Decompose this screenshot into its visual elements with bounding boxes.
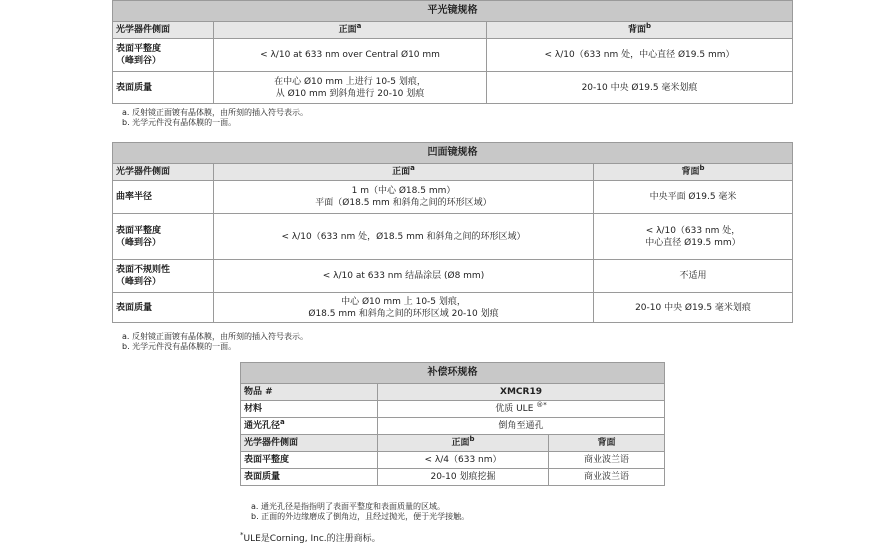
compensation-ring-spec-table (240, 362, 665, 486)
concave-header-side: 光学器件侧面 (113, 164, 214, 181)
flat-note-b: b. 光学元件没有晶体膜的一面。 (122, 118, 237, 127)
concave-row-quality-front: 中心 Ø10 mm 上 10-5 划痕， Ø18.5 mm 和斜角之间的环形区域 20-10 划痕 (214, 293, 594, 323)
concave-mirror-spec-table (112, 142, 793, 323)
flat-row-flatness-label: 表面平整度 （峰到谷） (113, 39, 214, 72)
trademark-footnote: *ULE是Corning, Inc.的注册商标。 (240, 531, 381, 544)
ring-aperture-label: 通光孔径$^a$ (241, 418, 378, 435)
concave-table-notes (122, 332, 308, 352)
ring-row-quality-label: 表面质量 (241, 469, 378, 486)
flat-header-back: 背面$^b$ (487, 22, 793, 39)
flat-row-quality-back: 20-10 中央 Ø19.5 毫米划痕 (487, 72, 793, 104)
concave-row-flatness-label: 表面平整度 （峰到谷） (113, 214, 214, 260)
concave-row-radius-label: 曲率半径 (113, 181, 214, 214)
ring-row-quality-back: 商业波兰语 (549, 469, 665, 486)
flat-row-quality-front: 在中心 Ø10 mm 上进行 10-5 划痕， 从 Ø10 mm 到斜角进行 20-10 划痕 (214, 72, 487, 104)
flat-row-quality-label: 表面质量 (113, 72, 214, 104)
flat-table-notes (122, 108, 308, 128)
ring-header-side: 光学器件侧面 (241, 435, 378, 452)
concave-row-flatness-front: < λ/10（633 nm 处，Ø18.5 mm 和斜角之间的环形区域） (214, 214, 594, 260)
flat-row-flatness-back: < λ/10（633 nm 处，中心直径 Ø19.5 mm） (487, 39, 793, 72)
concave-table-title: 凹面镜规格 (113, 143, 793, 164)
ring-row-quality-front: 20-10 划痕挖掘 (378, 469, 549, 486)
concave-row-radius-back: 中央平面 Ø19.5 毫米 (594, 181, 793, 214)
ring-row-flatness-front: < λ/4（633 nm） (378, 452, 549, 469)
ring-table-notes (251, 502, 469, 522)
flat-note-a: a. 反射镜正面镀有晶体膜，由所刻的插入符号表示。 (122, 108, 308, 117)
ring-item-label: 物品 # (241, 384, 378, 401)
ring-item-value: XMCR19 (378, 384, 665, 401)
concave-header-back: 背面$^b$ (594, 164, 793, 181)
flat-header-front: 正面$^a$ (214, 22, 487, 39)
ring-note-a: a. 通光孔径是指指明了表面平整度和表面质量的区域。 (251, 502, 445, 511)
ring-material-value: 优质 ULE ®* (378, 401, 665, 418)
ring-aperture-value: 倒角至通孔 (378, 418, 665, 435)
concave-note-b: b. 光学元件没有晶体膜的一面。 (122, 342, 237, 351)
ring-header-back: 背面 (549, 435, 665, 452)
ring-row-flatness-back: 商业波兰语 (549, 452, 665, 469)
concave-row-flatness-back: < λ/10（633 nm 处， 中心直径 Ø19.5 mm） (594, 214, 793, 260)
ring-row-flatness-label: 表面平整度 (241, 452, 378, 469)
concave-row-irregularity-back: 不适用 (594, 260, 793, 293)
ring-note-b: b. 正面的外边缘磨成了倒角边，且经过抛光，便于光学接触。 (251, 512, 470, 521)
concave-row-radius-front: 1 m（中心 Ø18.5 mm） 平面（Ø18.5 mm 和斜角之间的环形区域） (214, 181, 594, 214)
concave-row-irregularity-front: < λ/10 at 633 nm 结晶涂层 (Ø8 mm) (214, 260, 594, 293)
ring-header-front: 正面$^b$ (378, 435, 549, 452)
ring-material-label: 材料 (241, 401, 378, 418)
ring-table-title: 补偿环规格 (241, 363, 665, 384)
flat-mirror-spec-table (112, 0, 793, 104)
concave-row-irregularity-label: 表面不规则性 （峰到谷） (113, 260, 214, 293)
concave-note-a: a. 反射镜正面镀有晶体膜，由所刻的插入符号表示。 (122, 332, 308, 341)
flat-row-flatness-front: < λ/10 at 633 nm over Central Ø10 mm (214, 39, 487, 72)
concave-row-quality-label: 表面质量 (113, 293, 214, 323)
flat-table-title: 平光镜规格 (113, 1, 793, 22)
concave-header-front: 正面$^a$ (214, 164, 594, 181)
flat-header-side: 光学器件侧面 (113, 22, 214, 39)
concave-row-quality-back: 20-10 中央 Ø19.5 毫米划痕 (594, 293, 793, 323)
